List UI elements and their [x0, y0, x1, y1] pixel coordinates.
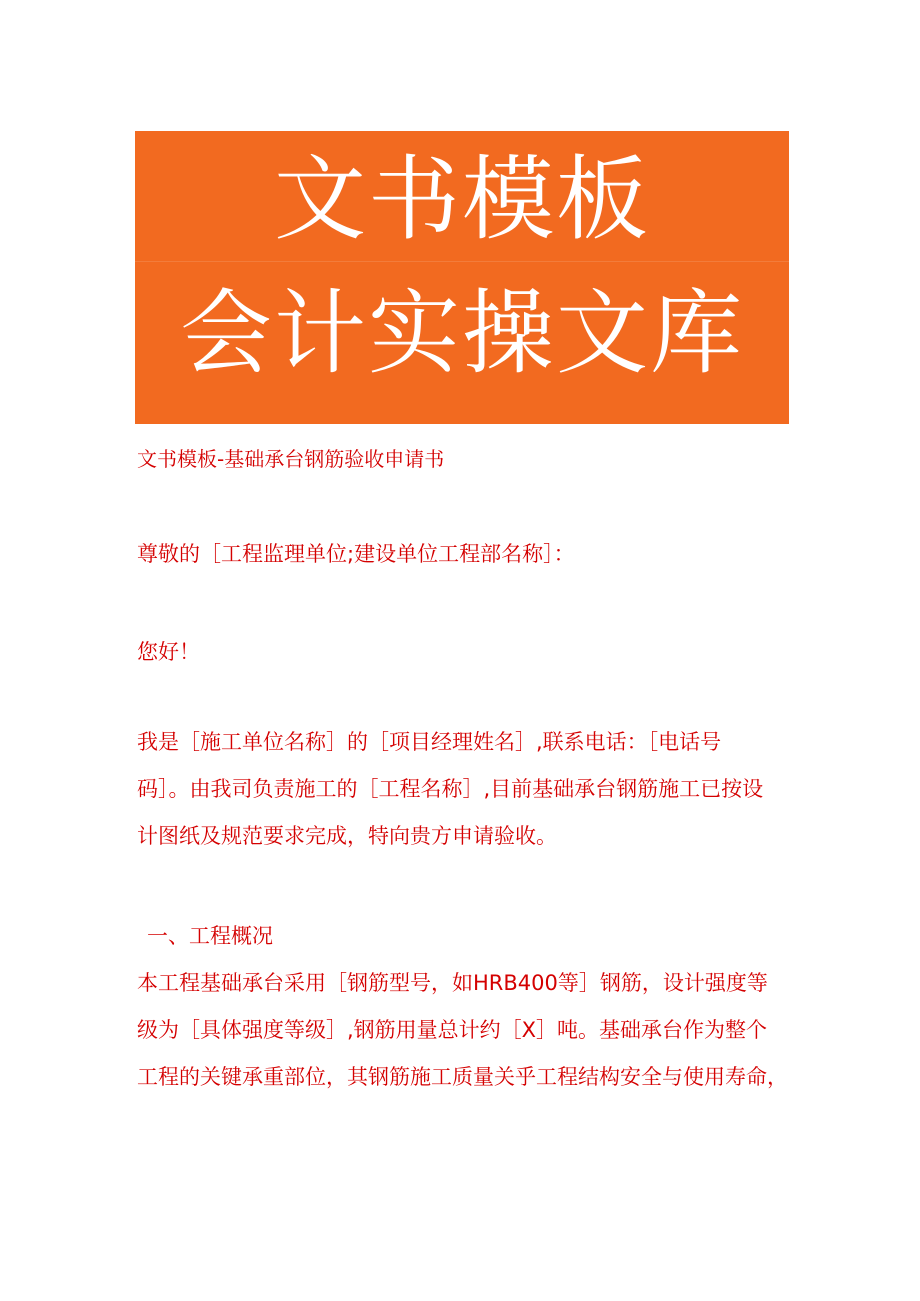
salutation: 尊敬的［工程监理单位;建设单位工程部名称］： — [137, 542, 575, 566]
section-line: 级为［具体强度等级］,钢筋用量总计约［X］吨。基础承台作为整个 — [137, 1018, 768, 1042]
greeting: 您好！ — [137, 640, 200, 664]
section-heading: 一、工程概况 — [147, 924, 273, 948]
title-banner — [135, 131, 789, 424]
section-paragraph — [137, 960, 797, 1101]
intro-line: 计图纸及规范要求完成，特向贵方申请验收。 — [137, 824, 557, 848]
banner-divider — [135, 261, 789, 262]
intro-line: 码］。由我司负责施工的［工程名称］,目前基础承台钢筋施工已按设 — [137, 777, 764, 801]
banner-title: 文书模板 — [273, 146, 650, 253]
document-title: 文书模板-基础承台钢筋验收申请书 — [137, 447, 445, 471]
intro-paragraph — [137, 719, 797, 860]
banner-subtitle: 会计实操文库 — [179, 280, 744, 387]
section-line: 工程的关键承重部位，其钢筋施工质量关乎工程结构安全与使用寿命， — [137, 1065, 788, 1089]
section-line: 本工程基础承台采用［钢筋型号，如HRB400等］钢筋，设计强度等 — [137, 971, 768, 995]
intro-line: 我是［施工单位名称］的［项目经理姓名］,联系电话：［电话号 — [137, 730, 722, 754]
